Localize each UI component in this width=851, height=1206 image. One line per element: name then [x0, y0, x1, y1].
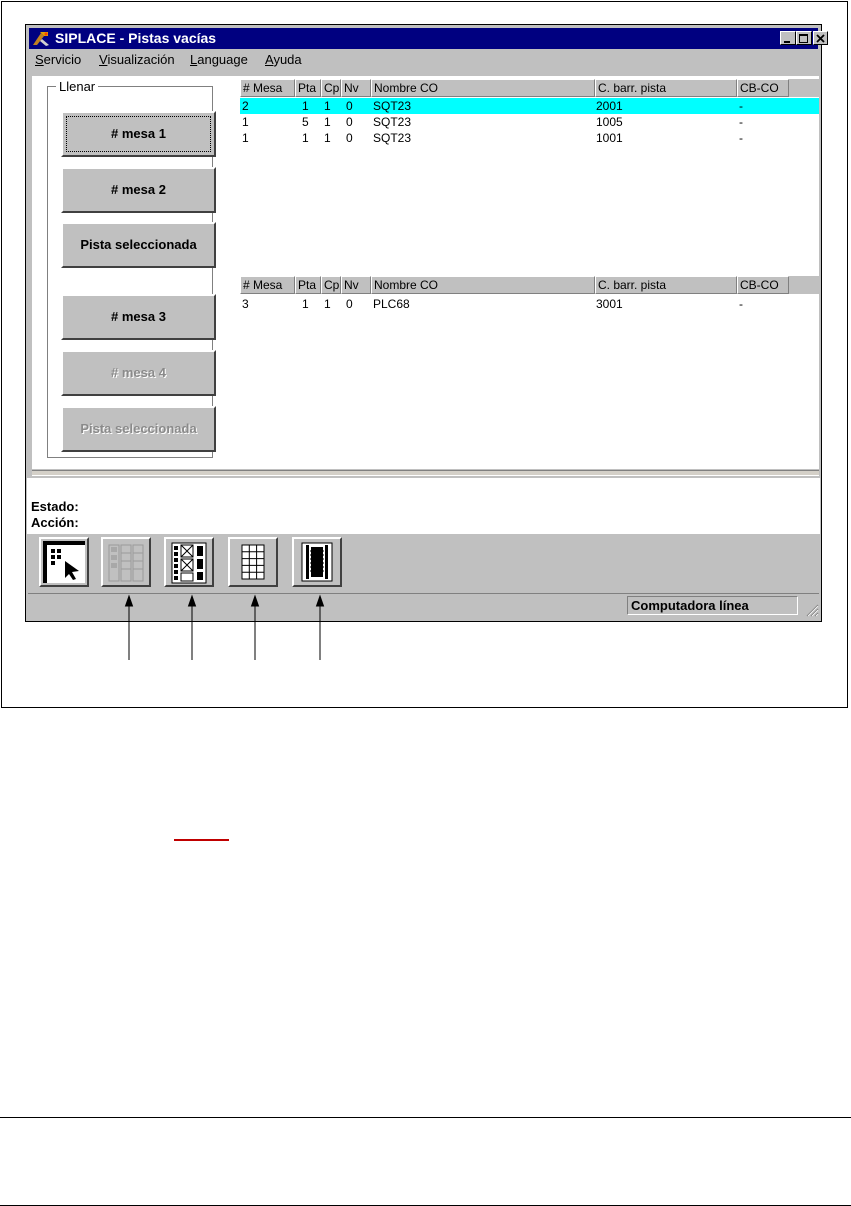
- cell-pta: 5: [302, 115, 309, 129]
- window-title: SIPLACE - Pistas vacías: [55, 30, 217, 46]
- callout-arrowhead-2: [189, 596, 196, 606]
- cell-mesa: 3: [242, 297, 249, 311]
- cell-mesa: 1: [242, 131, 249, 145]
- fill-mesa-2-button[interactable]: # mesa 2: [61, 167, 216, 213]
- menu-servicio[interactable]: Servicio: [35, 52, 82, 67]
- col-header-cp[interactable]: Cp: [321, 79, 341, 97]
- col-header-pta[interactable]: Pta: [295, 79, 321, 97]
- cell-cp: 1: [324, 115, 331, 129]
- cell-nv: 0: [346, 297, 353, 311]
- fill-mesa-4-button[interactable]: # mesa 4: [61, 350, 216, 396]
- estado-label: Estado:: [31, 499, 79, 514]
- cell-cbco: -: [739, 131, 743, 145]
- menu-language[interactable]: Language: [190, 52, 248, 67]
- fill-mesa-3-button[interactable]: # mesa 3: [61, 294, 216, 340]
- col-header-nv[interactable]: Nv: [341, 79, 371, 97]
- cell-pta: 1: [302, 297, 309, 311]
- col-header-barcode[interactable]: C. barr. pista: [595, 79, 737, 97]
- cell-cbco: -: [739, 115, 743, 129]
- cell-mesa: 2: [242, 99, 249, 113]
- col-header-mesa[interactable]: # Mesa: [240, 276, 295, 294]
- cell-cp: 1: [324, 297, 331, 311]
- cell-nv: 0: [346, 131, 353, 145]
- cell-barcode: 3001: [596, 297, 623, 311]
- page-divider-top: [0, 1117, 851, 1118]
- col-header-nombre-co[interactable]: Nombre CO: [371, 79, 595, 97]
- callout-arrowhead-3: [252, 596, 259, 606]
- cell-cbco: -: [739, 297, 743, 311]
- col-header-cp[interactable]: Cp: [321, 276, 341, 294]
- menu-visualizacion[interactable]: Visualización: [99, 52, 175, 67]
- col-header-barcode[interactable]: C. barr. pista: [595, 276, 737, 294]
- cell-barcode: 1001: [596, 131, 623, 145]
- cell-cp: 1: [324, 99, 331, 113]
- cell-nombre: PLC68: [373, 297, 410, 311]
- fill-group-label: Llenar: [56, 79, 98, 94]
- fill-selected-track-button[interactable]: Pista seleccionada: [61, 222, 216, 268]
- cell-cp: 1: [324, 131, 331, 145]
- cell-nv: 0: [346, 99, 353, 113]
- col-header-nv[interactable]: Nv: [341, 276, 371, 294]
- cell-barcode: 1005: [596, 115, 623, 129]
- col-header-nombre-co[interactable]: Nombre CO: [371, 276, 595, 294]
- fill-mesa-1-button[interactable]: # mesa 1: [61, 111, 216, 157]
- cell-nv: 0: [346, 115, 353, 129]
- cell-mesa: 1: [242, 115, 249, 129]
- callout-arrowhead-4: [317, 596, 324, 606]
- red-underline-mark: [174, 839, 229, 841]
- menu-ayuda[interactable]: Ayuda: [265, 52, 302, 67]
- col-header-cbco[interactable]: CB-CO: [737, 79, 789, 97]
- cell-pta: 1: [302, 131, 309, 145]
- fill-selected-track-2-button[interactable]: Pista seleccionada: [61, 406, 216, 452]
- cell-nombre: SQT23: [373, 99, 412, 113]
- cell-nombre: SQT23: [373, 115, 412, 129]
- col-header-mesa[interactable]: # Mesa: [240, 79, 295, 97]
- col-header-pta[interactable]: Pta: [295, 276, 321, 294]
- cell-cbco: -: [739, 99, 743, 113]
- status-panel-computer-line: Computadora línea: [627, 596, 798, 615]
- col-header-cbco[interactable]: CB-CO: [737, 276, 789, 294]
- accion-label: Acción:: [31, 515, 79, 530]
- cell-nombre: SQT23: [373, 131, 412, 145]
- cell-pta: 1: [302, 99, 309, 113]
- cell-barcode: 2001: [596, 99, 623, 113]
- callout-arrowhead-1: [126, 596, 133, 606]
